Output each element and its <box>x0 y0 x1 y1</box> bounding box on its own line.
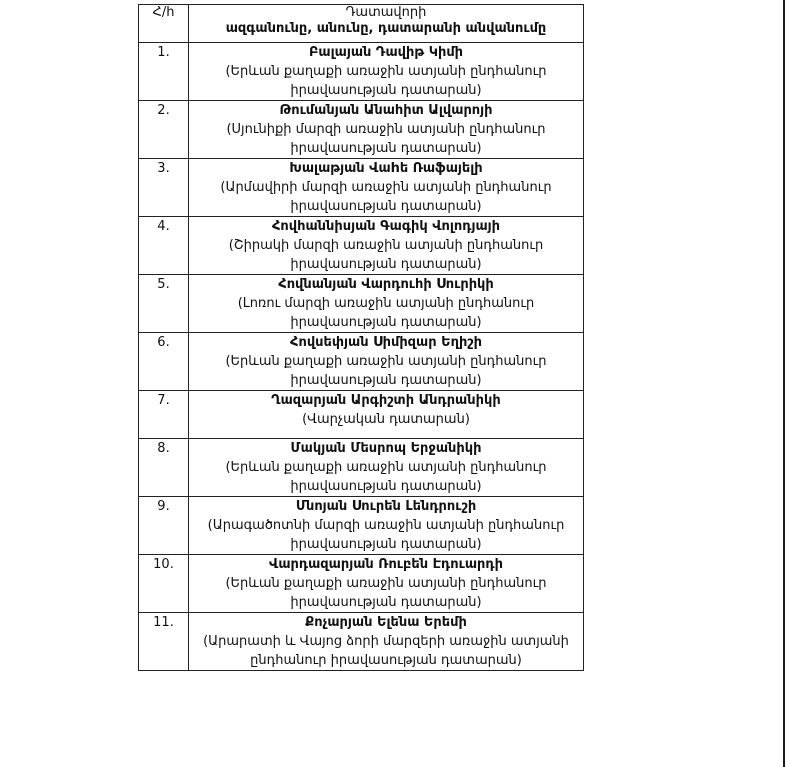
row-judge <box>189 439 584 497</box>
table-row <box>139 275 584 333</box>
court-line-2: իրավասության դատարան) <box>290 257 482 272</box>
court-line-2: իրավասության դատարան) <box>290 141 482 156</box>
court-line-1: (Վարչական դատարան) <box>302 412 470 427</box>
table-row <box>139 555 584 613</box>
page-edge-divider <box>783 0 785 767</box>
court-line-2: իրավասության դատարան) <box>290 537 482 552</box>
court-line-2: իրավասության դատարան) <box>290 315 482 330</box>
table-row <box>139 497 584 555</box>
court-line-1: (Լոռու մարզի առաջին ատյանի ընդհանուր <box>237 296 535 311</box>
header-judge-line-2: ազգանունը, անունը, դատարանի անվանումը <box>225 21 547 36</box>
row-judge <box>189 43 584 101</box>
judge-name: Թումանյան Անահիտ Ալվարոյի <box>279 103 493 118</box>
table-header-row <box>139 5 584 43</box>
judge-name: Մնոյան Սուրեն Լենդրուշի <box>295 499 477 514</box>
row-number: 5. <box>139 275 189 333</box>
row-judge <box>189 555 584 613</box>
table-row <box>139 333 584 391</box>
court-line-1: (Արարատի և Վայոց ձորի մարզերի առաջին ատյանի <box>203 634 569 649</box>
court-line-1: (Շիրակի մարզի առաջին ատյանի ընդհանուր <box>228 238 544 253</box>
court-line-2: իրավասության դատարան) <box>290 83 482 98</box>
table-row <box>139 159 584 217</box>
court-line-2: իրավասության դատարան) <box>290 373 482 388</box>
judge-name: Բալայան Դավիթ Կիմի <box>308 45 464 60</box>
court-line-1: (Երևան քաղաքի առաջին ատյանի ընդհանուր <box>225 576 547 591</box>
court-line-2: իրավասության դատարան) <box>290 199 482 214</box>
table-row <box>139 43 584 101</box>
row-judge <box>189 159 584 217</box>
table-row <box>139 613 584 671</box>
judge-name: Խալաթյան Վաhե Ռաֆայելի <box>289 161 483 176</box>
row-number: 9. <box>139 497 189 555</box>
court-line-1: (Երևան քաղաքի առաջին ատյանի ընդհանուր <box>225 354 547 369</box>
judge-name: Քոչարյան Ելենա Երեմի <box>305 615 467 630</box>
judge-name: Ղազարյան Արգիշտի Անդրանիկի <box>271 393 501 408</box>
row-judge <box>189 217 584 275</box>
judge-name: Հովհաննիսյան Գագիկ Վոլոդյայի <box>271 219 501 234</box>
row-judge <box>189 275 584 333</box>
court-line-2: իրավասության դատարան) <box>290 595 482 610</box>
table-row <box>139 101 584 159</box>
judge-name: Մակյան Մեսրոպ Երջանիկի <box>290 441 482 456</box>
judge-name: Հովնանյան Վարդուհի Սուրիկի <box>278 277 494 292</box>
judges-table <box>138 4 584 671</box>
court-line-2: իրավասության դատարան) <box>290 479 482 494</box>
header-judge <box>189 5 584 43</box>
row-number: 3. <box>139 159 189 217</box>
row-number: 10. <box>139 555 189 613</box>
row-number: 7. <box>139 391 189 439</box>
row-number: 11. <box>139 613 189 671</box>
header-judge-line-1: Դատավորի <box>345 5 427 20</box>
table-row <box>139 391 584 439</box>
row-judge <box>189 613 584 671</box>
court-line-1: (Սյունիքի մարզի առաջին ատյանի ընդհանուր <box>226 122 546 137</box>
row-judge <box>189 391 584 439</box>
table-row <box>139 217 584 275</box>
court-line-1: (Արագածոտնի մարզի առաջին ատյանի ընդհանուր <box>207 518 565 533</box>
table-row <box>139 439 584 497</box>
judge-name: Վարդազարյան Ռուբեն Էդուարդի <box>269 557 503 572</box>
row-number: 1. <box>139 43 189 101</box>
row-number: 6. <box>139 333 189 391</box>
row-number: 2. <box>139 101 189 159</box>
court-line-2: ընդհանուր իրավասության դատարան) <box>250 653 522 668</box>
judge-name: Հովսեփյան Սիմիզար Եղիշի <box>290 335 482 350</box>
court-line-1: (Երևան քաղաքի առաջին ատյանի ընդհանուր <box>225 64 547 79</box>
header-number: Հ/հ <box>139 5 189 43</box>
court-line-1: (Երևան քաղաքի առաջին ատյանի ընդհանուր <box>225 460 547 475</box>
row-judge <box>189 497 584 555</box>
court-line-1: (Արմավիրի մարզի առաջին ատյանի ընդհանուր <box>220 180 552 195</box>
row-judge <box>189 101 584 159</box>
row-judge <box>189 333 584 391</box>
row-number: 8. <box>139 439 189 497</box>
row-number: 4. <box>139 217 189 275</box>
